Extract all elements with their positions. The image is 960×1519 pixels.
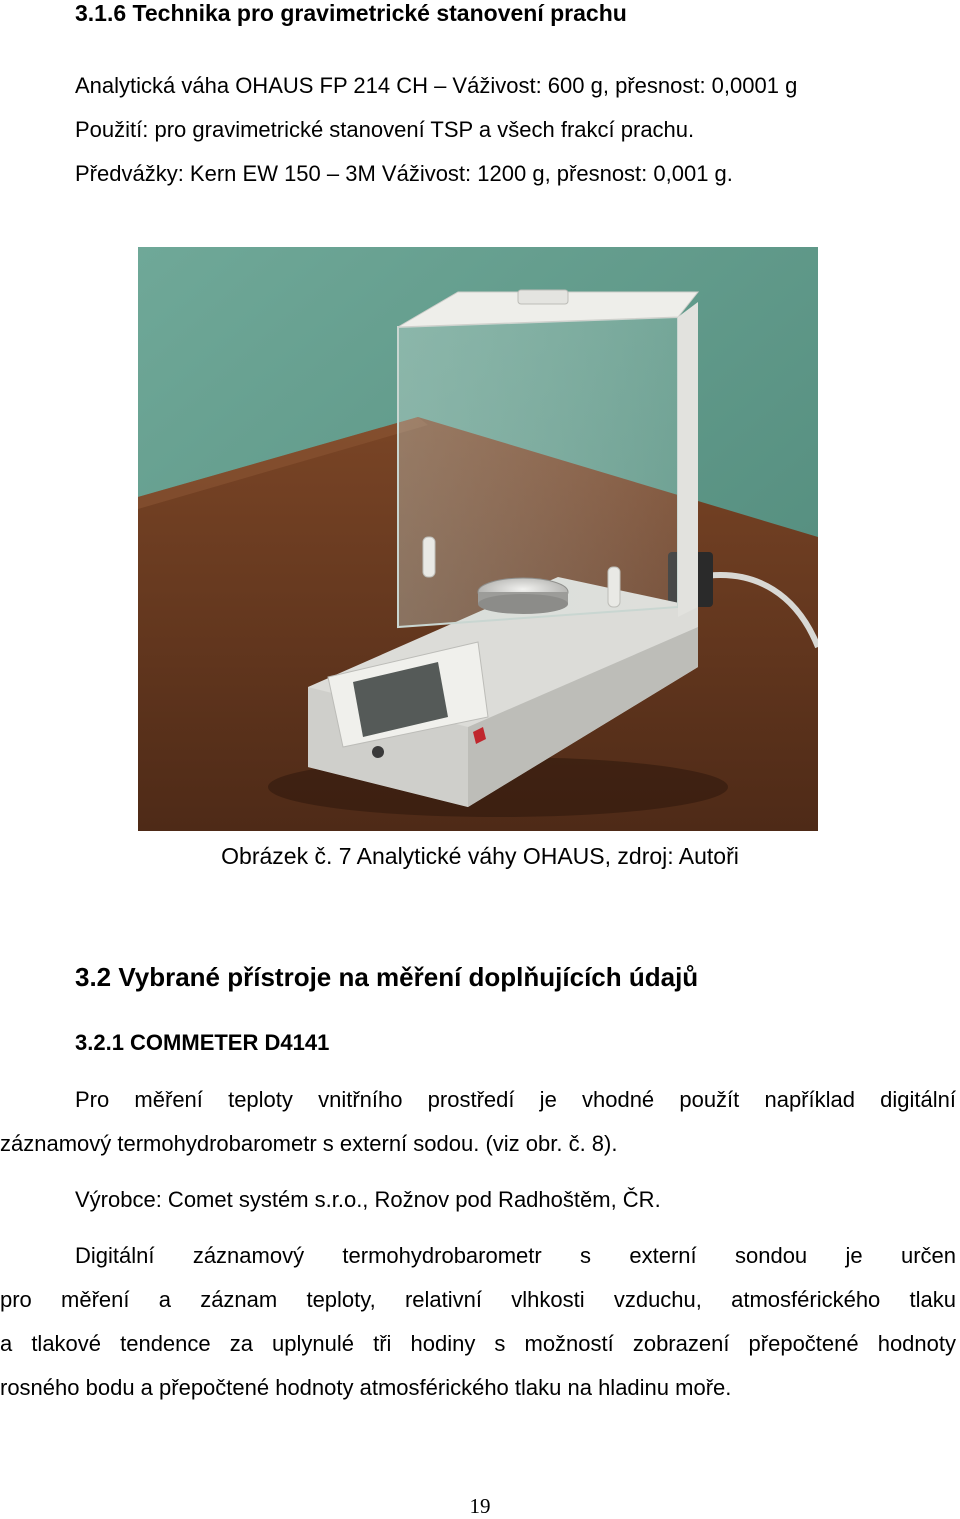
- paragraph-2-line-1: Digitální záznamový termohydrobarometr s externí sondou je určen: [75, 1243, 956, 1268]
- paragraph-2-line-3: a tlakové tendence za uplynulé tři hodiny s možností zobrazení přepočtené hodnoty: [0, 1331, 956, 1356]
- section-heading-3-2-1: 3.2.1 COMMETER D4141: [75, 1030, 330, 1055]
- section-heading-3-2: 3.2 Vybrané přístroje na měření doplňujících údajů: [75, 962, 699, 992]
- paragraph-2-line-4: rosného bodu a přepočtené hodnoty atmosférického tlaku na hladinu moře.: [0, 1375, 732, 1400]
- paragraph-1-line-1: Pro měření teploty vnitřního prostředí je vhodné použít například digitální: [75, 1087, 956, 1112]
- section-heading-3-1-6: 3.1.6 Technika pro gravimetrické stanovení prachu: [75, 0, 627, 26]
- manufacturer-line: Výrobce: Comet systém s.r.o., Rožnov pod Radhoštěm, ČR.: [75, 1187, 661, 1212]
- figure-caption: Obrázek č. 7 Analytické váhy OHAUS, zdroj: Autoři: [221, 843, 739, 869]
- text-line-preweigh: Předvážky: Kern EW 150 – 3M Váživost: 1200 g, přesnost: 0,001 g.: [75, 161, 733, 186]
- paragraph-1-line-2: záznamový termohydrobarometr s externí sodou. (viz obr. č. 8).: [0, 1131, 618, 1156]
- analytical-balance-photo: [138, 247, 818, 831]
- text-line-usage: Použití: pro gravimetrické stanovení TSP a všech frakcí prachu.: [75, 117, 695, 142]
- text-line-balance-spec: Analytická váha OHAUS FP 214 CH – Váživost: 600 g, přesnost: 0,0001 g: [75, 73, 798, 98]
- page-number: 19: [469, 1494, 491, 1518]
- paragraph-2-line-2: pro měření a záznam teploty, relativní vlhkosti vzduchu, atmosférického tlaku: [0, 1287, 956, 1312]
